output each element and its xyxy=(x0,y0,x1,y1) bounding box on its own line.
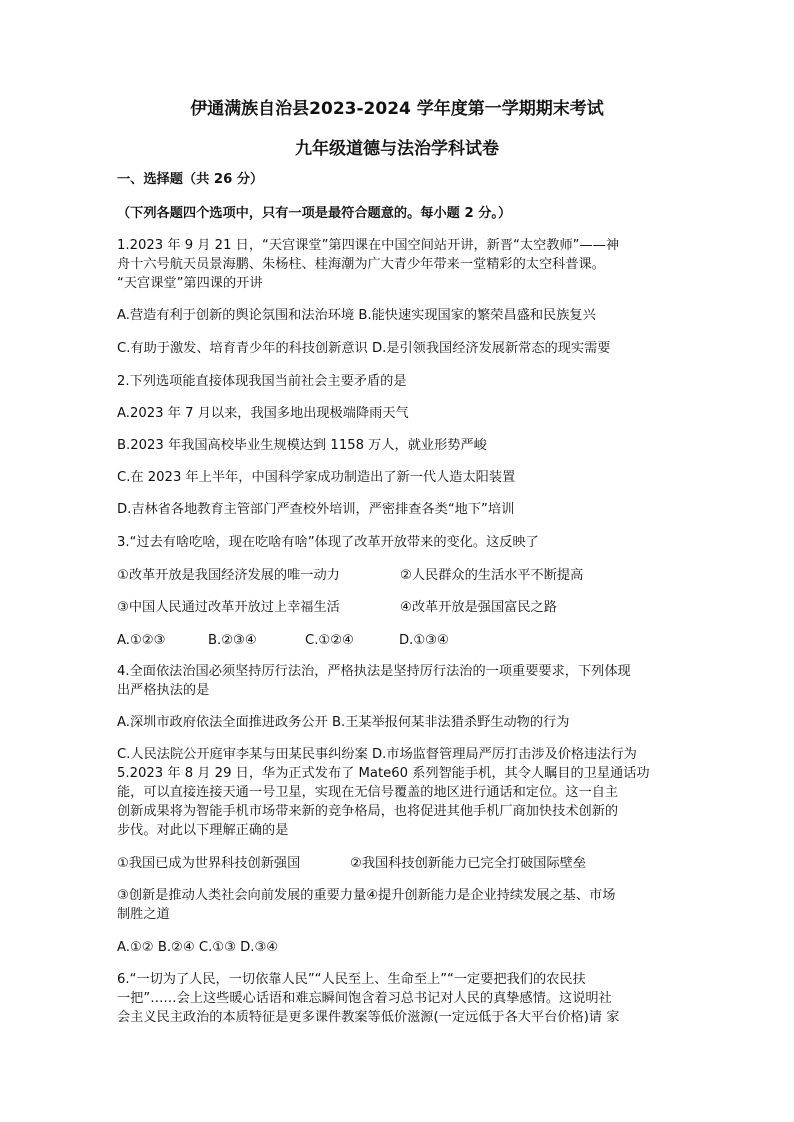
q5-stem-line1: 5.2023 年 8 月 29 日，华为正式发布了 Mate60 系列智能手机，其令人瞩目的卫星通话功 xyxy=(117,766,650,781)
q3-stem: 3.“过去有啥吃啥，现在吃啥有啥”体现了改革开放带来的变化。这反映了 xyxy=(117,535,539,550)
q2-stem: 2.下列选项能直接体现我国当前社会主要矛盾的是 xyxy=(117,374,407,389)
q4-options-cd: C.人民法院公开庭审李某与田某民事纠纷案 D.市场监督管理局严厉打击涉及价格违法行为 xyxy=(117,747,637,762)
q1-stem-line3: “天宫课堂”第四课的开讲 xyxy=(117,276,263,291)
q5-statement-1: ①我国已成为世界科技创新强国 xyxy=(117,856,301,871)
exam-subtitle: 九年级道德与法治学科试卷 xyxy=(295,139,499,159)
q2-option-b: B.2023 年我国高校毕业生规模达到 1158 万人，就业形势严峻 xyxy=(117,438,487,453)
q3-statement-1: ①改革开放是我国经济发展的唯一动力 xyxy=(117,568,340,583)
q2-option-a: A.2023 年 7 月以来，我国多地出现极端降雨天气 xyxy=(117,406,409,421)
exam-title: 伊通满族自治县2023-2024 学年度第一学期期末考试 xyxy=(190,99,604,119)
section-heading: 一、选择题（共 26 分） xyxy=(117,172,264,187)
q4-stem-line1: 4.全面依法治国必须坚持厉行法治，严格执法是坚持厉行法治的一项重要要求，下列体现 xyxy=(117,664,631,679)
q1-stem-line1: 1.2023 年 9 月 21 日，“天宫课堂”第四课在中国空间站开讲，新晋“太空教师”——神 xyxy=(117,238,620,253)
q4-stem-line2: 出严格执法的是 xyxy=(117,683,210,698)
q3-statement-3: ③中国人民通过改革开放过上幸福生活 xyxy=(117,600,340,615)
q1-options-cd: C.有助于激发、培育青少年的科技创新意识 D.是引领我国经济发展新常态的现实需要 xyxy=(117,341,611,356)
q6-stem-line3: 会主义民主政治的本质特征是更多课件教案等低价滋源(一定远低于各大平台价格)请 家 xyxy=(117,1010,620,1025)
q4-options-ab: A.深圳市政府依法全面推进政务公开 B.王某举报何某非法猎杀野生动物的行为 xyxy=(117,715,570,730)
q6-stem-line1: 6.“一切为了人民，一切依靠人民”“人民至上、生命至上”“一定要把我们的农民扶 xyxy=(117,972,586,987)
q1-options-ab: A.营造有利于创新的舆论氛围和法治环境 B.能快速实现国家的繁荣昌盛和民族复兴 xyxy=(117,308,596,323)
section-instruction: （下列各题四个选项中，只有一项是最符合题意的。每小题 2 分。） xyxy=(117,206,512,221)
q5-statements-3-4-cont: 制胜之道 xyxy=(117,907,170,922)
q5-options: A.①② B.②④ C.①③ D.③④ xyxy=(117,940,279,955)
q5-statement-2: ②我国科技创新能力已完全打破国际壁垒 xyxy=(350,856,587,871)
q3-option-a: A.①②③ xyxy=(117,633,166,648)
q5-stem-line4: 步伐。对此以下理解正确的是 xyxy=(117,823,289,838)
q2-option-c: C.在 2023 年上半年，中国科学家成功制造出了新一代人造太阳装置 xyxy=(117,470,516,485)
q3-option-b: B.②③④ xyxy=(208,633,257,648)
q2-option-d: D.吉林省各地教育主管部门严查校外培训，严密排查各类“地下”培训 xyxy=(117,502,515,517)
q5-stem-line3: 创新成果将为智能手机市场带来新的竞争格局，也将促进其他手机厂商加快技术创新的 xyxy=(117,804,619,819)
q5-statements-3-4: ③创新是推动人类社会向前发展的重要力量④提升创新能力是企业持续发展之基、市场 xyxy=(117,888,616,903)
q5-stem-line2: 能，可以直接连接天通一号卫星，实现在无信号覆盖的地区进行通话和定位。这一自主 xyxy=(117,785,619,800)
q3-statement-4: ④改革开放是强国富民之路 xyxy=(400,600,557,615)
q3-statement-2: ②人民群众的生活水平不断提高 xyxy=(400,568,584,583)
q3-option-c: C.①②④ xyxy=(305,633,354,648)
q1-stem-line2: 舟十六号航天员景海鹏、朱杨柱、桂海潮为广大青少年带来一堂精彩的太空科普课。 xyxy=(117,257,605,272)
q3-option-d: D.①③④ xyxy=(399,633,449,648)
q6-stem-line2: 一把”……会上这些暖心话语和难忘瞬间饱含着习总书记对人民的真挚感情。这说明社 xyxy=(117,991,612,1006)
